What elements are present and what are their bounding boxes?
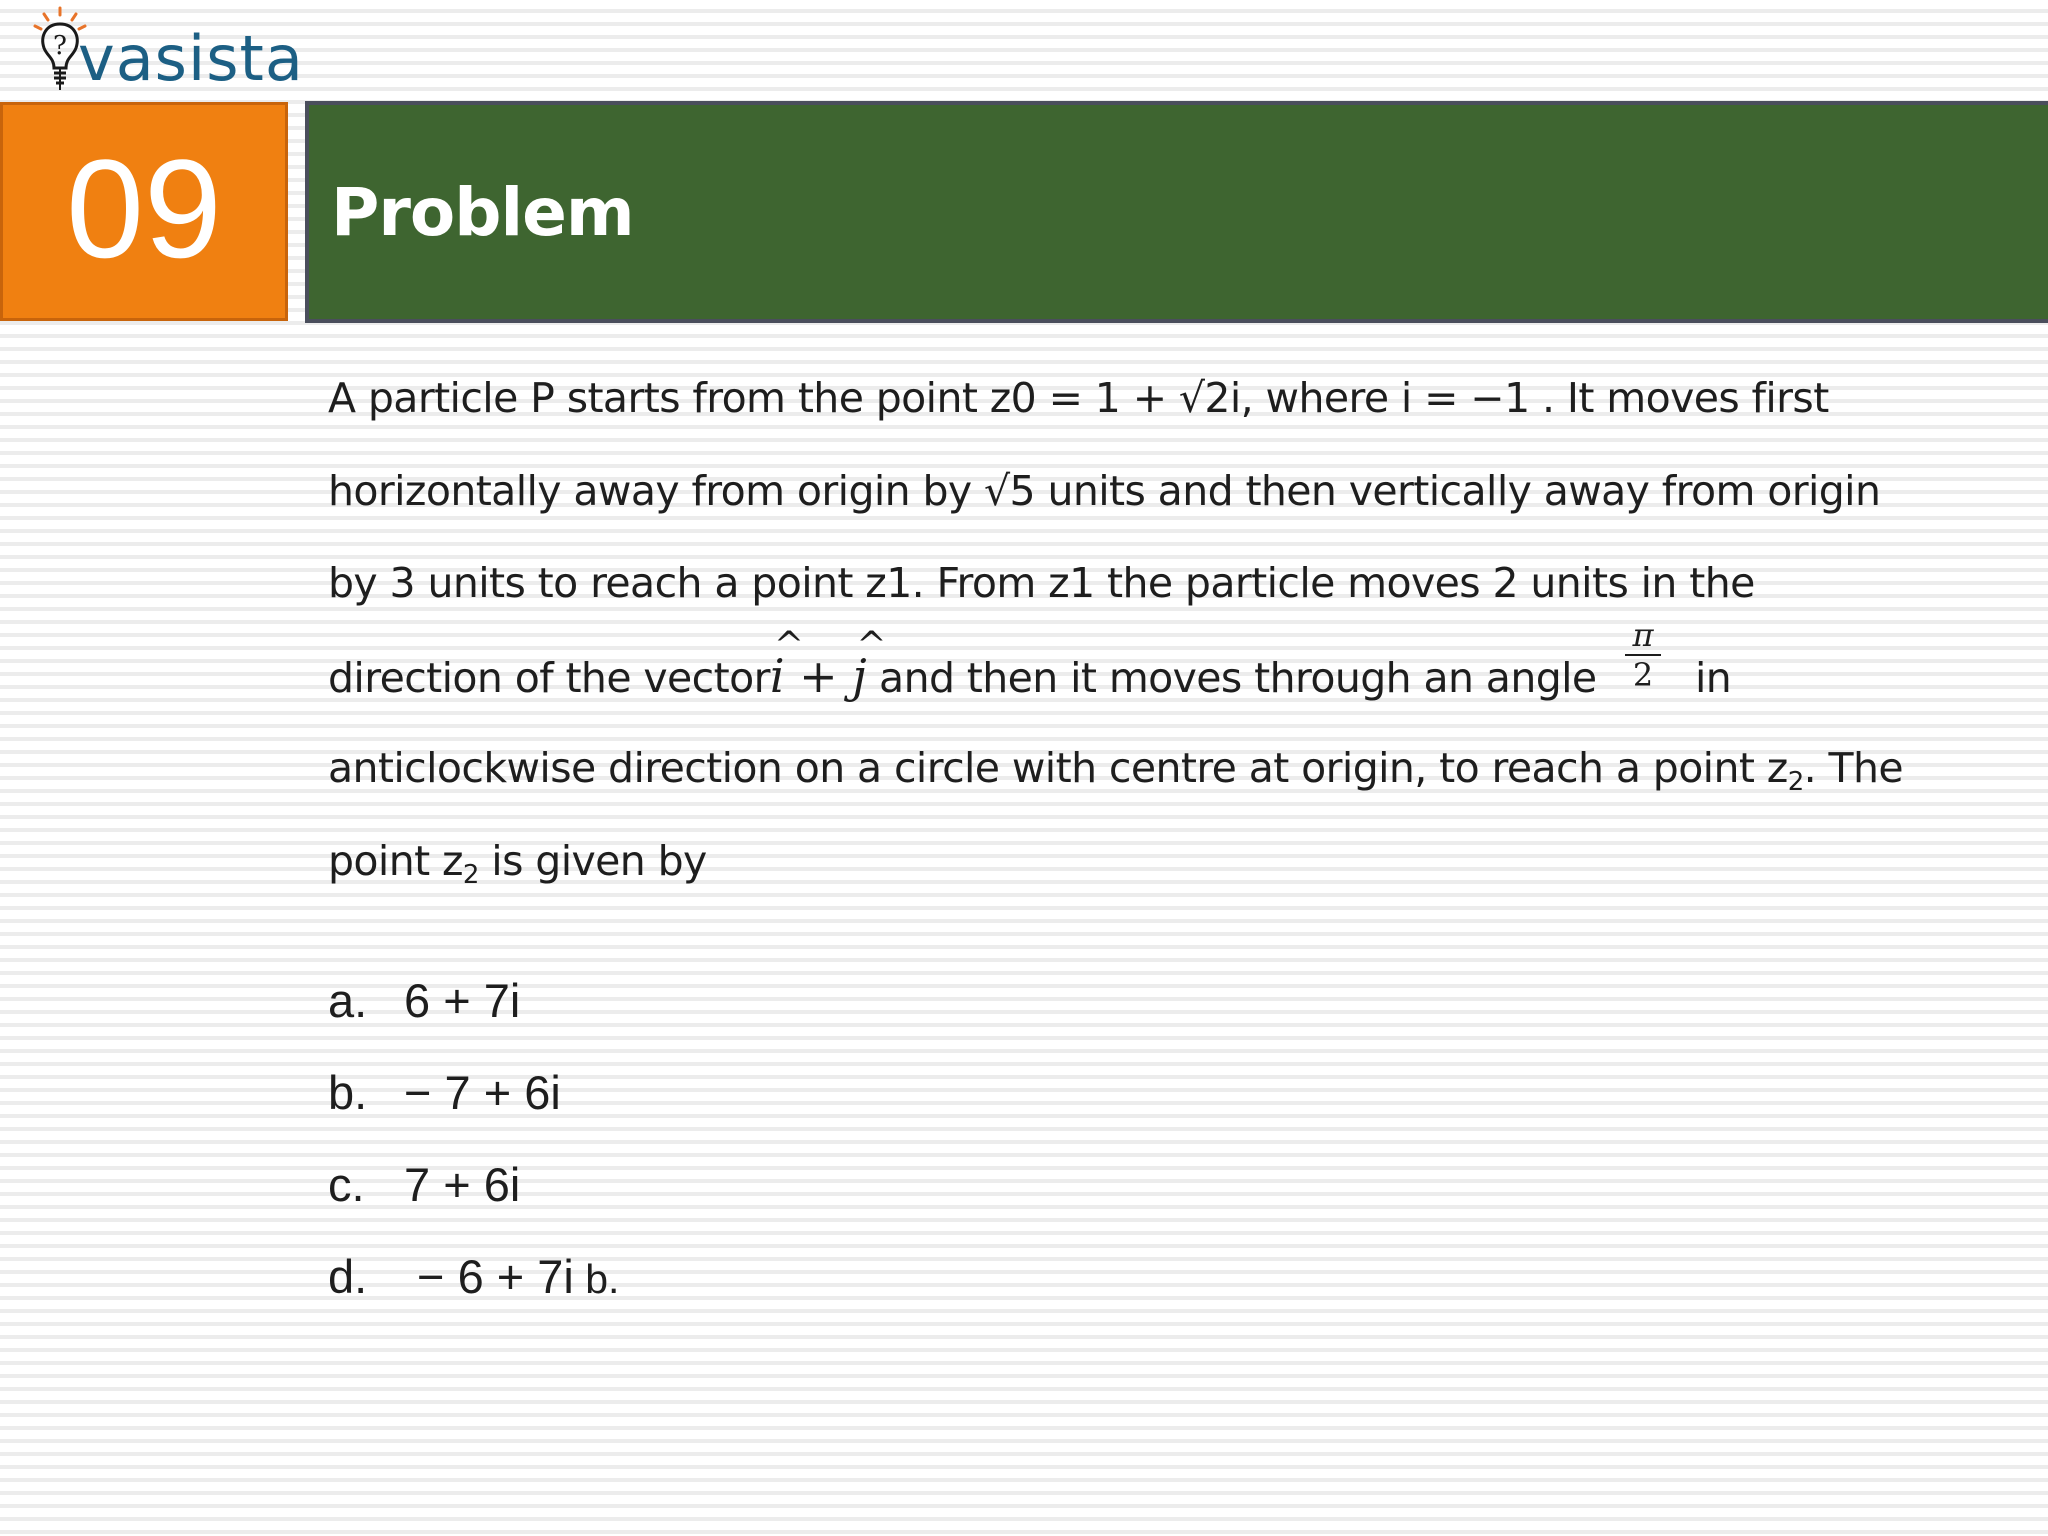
option-text: 6 + 7i xyxy=(404,974,521,1027)
problem-text: and then it moves through an angle xyxy=(866,653,1597,702)
angle-fraction xyxy=(1625,616,1661,694)
problem-text: in xyxy=(1694,653,1732,702)
option-a xyxy=(328,955,619,1047)
fraction-denominator: 2 xyxy=(1632,655,1653,694)
title-bar xyxy=(305,101,2048,323)
logo-wordmark: vasista xyxy=(78,22,304,95)
problem-text: direction of the vector xyxy=(328,653,770,702)
unit-vector-i: ^ i xyxy=(770,630,785,723)
page-title: Problem xyxy=(331,173,634,251)
subscript: 2 xyxy=(462,859,479,890)
problem-text: A particle P starts from the point z0 = 1 + √2i, where i = −1 . It moves first xyxy=(328,374,1829,422)
problem-text: by 3 units to reach a point z1. From z1 the particle moves 2 units in the xyxy=(328,559,1755,607)
problem-text: anticlockwise direction on a circle with centre at origin, to reach a point z xyxy=(328,744,1788,792)
option-letter: b. xyxy=(328,1066,368,1119)
problem-text: point z xyxy=(328,836,463,885)
subscript: 2 xyxy=(1787,767,1804,797)
problem-text: . The xyxy=(1803,744,1903,792)
vasista-logo xyxy=(20,0,304,96)
problem-line xyxy=(328,815,2018,908)
option-letter: c. xyxy=(328,1158,365,1211)
option-b xyxy=(328,1047,619,1139)
vector-plus: + xyxy=(784,648,853,703)
problem-number-badge xyxy=(0,102,288,321)
problem-number: 09 xyxy=(66,129,222,287)
problem-line xyxy=(328,615,2018,723)
option-text: − 7 + 6i xyxy=(404,1066,561,1119)
answer-options xyxy=(328,955,619,1323)
option-d xyxy=(328,1231,619,1323)
svg-text:?: ? xyxy=(53,31,67,61)
unit-vector-j: ^ j xyxy=(852,630,866,723)
problem-line xyxy=(328,722,2018,815)
option-letter: d. xyxy=(328,1250,368,1303)
fraction-numerator: π xyxy=(1625,616,1661,656)
option-c xyxy=(328,1139,619,1231)
answer-note: b. xyxy=(573,1256,620,1302)
problem-line xyxy=(328,352,2018,445)
option-text: − 6 + 7i xyxy=(404,1250,574,1303)
option-text: 7 + 6i xyxy=(404,1158,521,1211)
problem-line xyxy=(328,445,2018,538)
problem-text: horizontally away from origin by √5 units and then vertically away from origin xyxy=(328,466,1881,515)
problem-text: is given by xyxy=(478,836,707,885)
problem-statement xyxy=(328,352,2018,907)
option-letter: a. xyxy=(328,974,368,1027)
problem-line xyxy=(328,537,2018,630)
vector-expression xyxy=(770,649,867,703)
